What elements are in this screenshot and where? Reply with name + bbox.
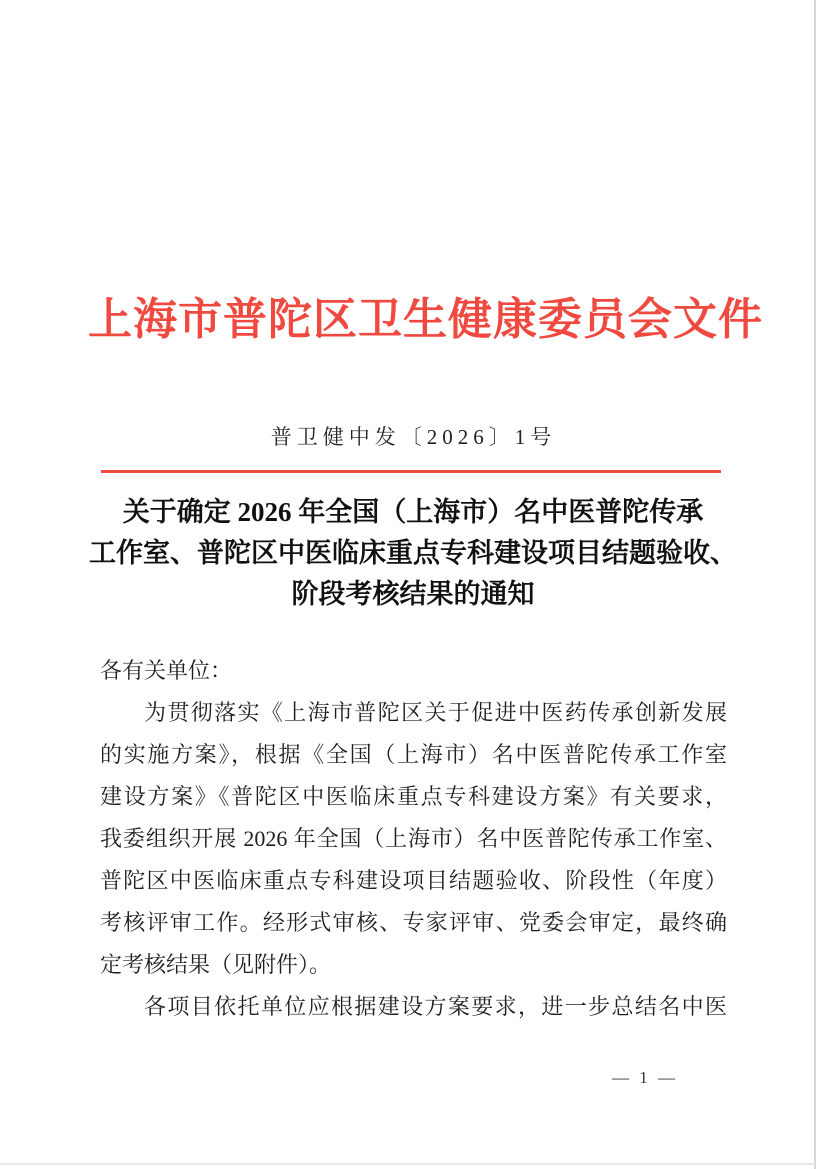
body-line: 定考核结果（见附件）。 xyxy=(100,952,332,977)
document-body xyxy=(100,650,727,1028)
red-header-org-title: 上海市普陀区卫生健康委员会文件 xyxy=(88,295,763,344)
body-line: 我委组织开展 2026 年全国（上海市）名中医普陀传承工作室、 xyxy=(100,826,727,851)
body-line: 考核评审工作。经形式审核、专家评审、党委会审定，最终确 xyxy=(100,910,727,935)
page-number: — 1 — xyxy=(612,1068,678,1087)
body-line: 为贯彻落实《上海市普陀区关于促进中医药传承创新发展 xyxy=(144,700,727,725)
body-line: 的实施方案》，根据《全国（上海市）名中医普陀传承工作室 xyxy=(100,742,727,767)
red-divider-line xyxy=(101,470,721,473)
body-line: 普陀区中医临床重点专科建设项目结题验收、阶段性（年度） xyxy=(100,868,727,893)
notice-title-line-2: 工作室、普陀区中医临床重点专科建设项目结题验收、 xyxy=(89,538,737,568)
document-number: 普卫健中发〔2026〕1号 xyxy=(270,425,557,449)
scan-edge-bottom xyxy=(0,1163,815,1165)
body-line: 各项目依托单位应根据建设方案要求，进一步总结名中医 xyxy=(144,994,727,1019)
notice-title-line-3: 阶段考核结果的通知 xyxy=(291,579,535,609)
scan-edge-right xyxy=(814,0,816,1169)
body-salutation: 各有关单位： xyxy=(100,658,233,683)
notice-title-line-1: 关于确定 2026 年全国（上海市）名中医普陀传承 xyxy=(122,497,704,527)
body-line: 建设方案》《普陀区中医临床重点专科建设方案》有关要求， xyxy=(100,784,727,809)
notice-title xyxy=(78,492,748,615)
